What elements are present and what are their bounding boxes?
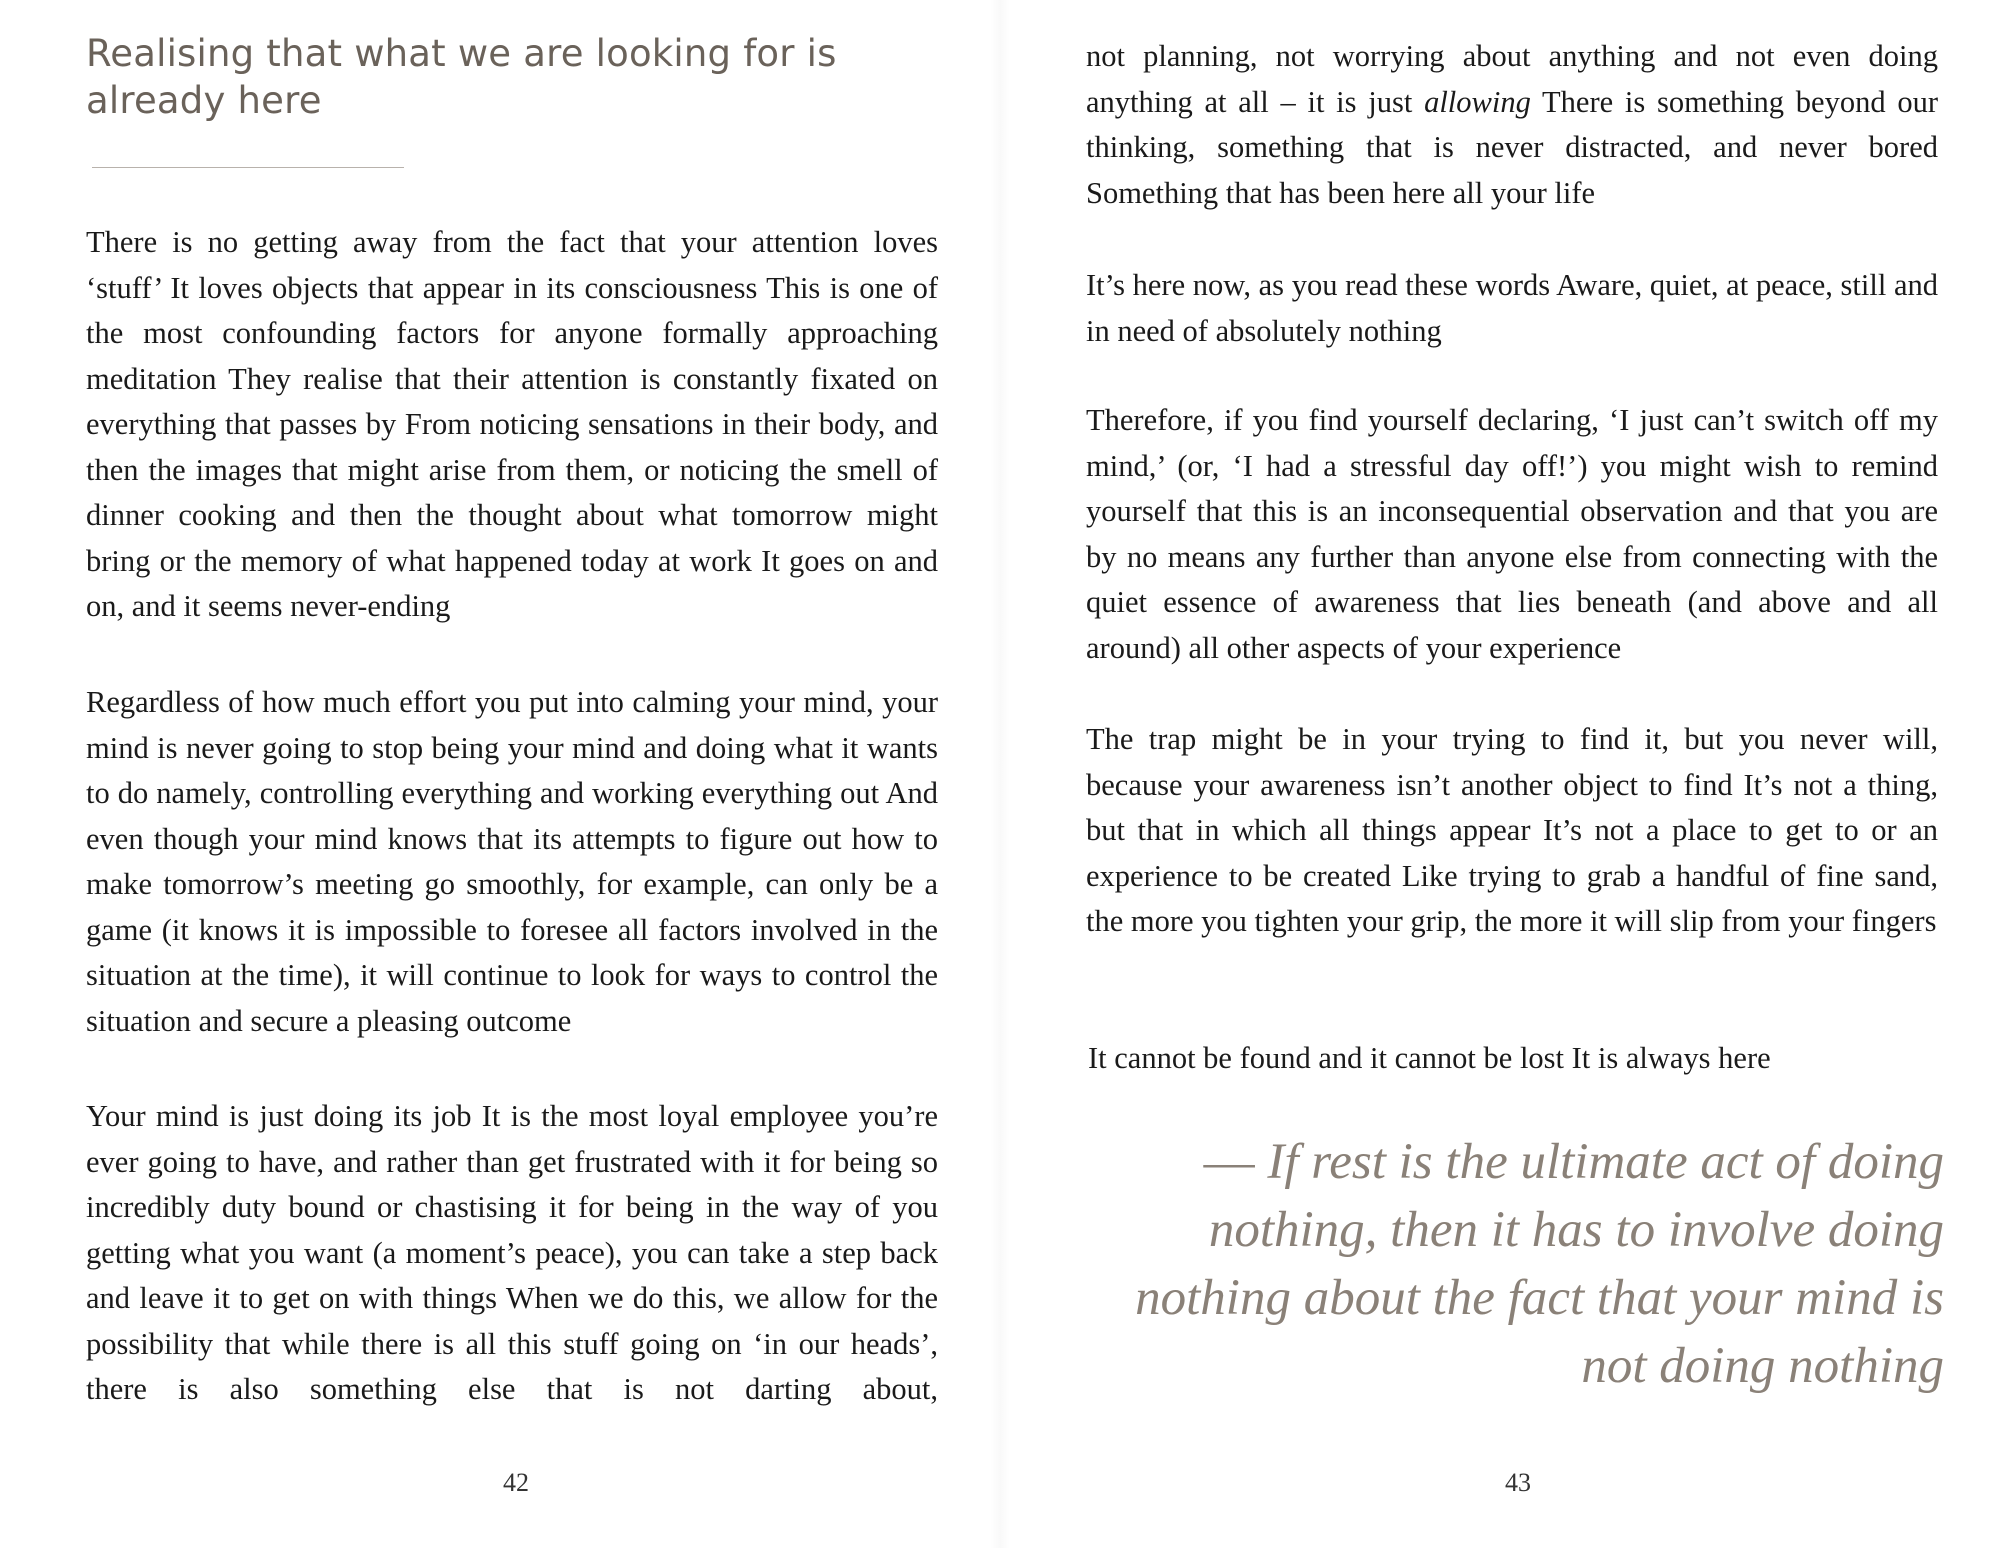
pull-quote bbox=[1100, 1128, 1944, 1400]
right-page bbox=[1000, 0, 2000, 1548]
right-paragraph-3: Therefore, if you find yourself declaring, ‘I just can’t switch off my mind,’ (or, ‘I had a stressful day off!’) you might wish to remind yourself that this is an inconsequential observation and that you are by no means any further than anyone else from connecting with the quiet essence of awareness that lies beneath (and above and all around) all other aspects of your experience bbox=[1086, 403, 1938, 665]
left-paragraph-2: Regardless of how much effort you put into calming your mind, your mind is never going to stop being your mind and doing what it wants to do namely, controlling everything and working everything out And even though your mind knows that its attempts to figure out how to make tomorrow’s meeting go smoothly, for example, can only be a game (it knows it is impossible to foresee all factors involved in the situation at the time), it will continue to look for ways to control the situation and secure a pleasing outcome bbox=[86, 685, 938, 1038]
left-paragraph-3: Your mind is just doing its job It is the most loyal employee you’re ever going to have, and rather than get frustrated with it for being so incredibly duty bound or chastising it for being in the way of you getting what you want (a moment’s peace), you can take a step back and leave it to get on with things When we do this, we allow for the possibility that while there is all this stuff going on ‘in our heads’, there is also something else that is not darting about, bbox=[86, 1099, 938, 1406]
chapter-title: Realising that what we are looking for is already here bbox=[86, 32, 837, 122]
title-divider bbox=[92, 167, 404, 168]
italic-word: allowing bbox=[1424, 84, 1531, 119]
right-paragraph-1-start: not planning, not worrying about anything and not even doing anything at all – it is just bbox=[1086, 39, 1938, 119]
page-number-left: 42 bbox=[503, 1468, 529, 1497]
right-paragraph-2: It’s here now, as you read these words Aware, quiet, at peace, still and in need of absolutely nothing bbox=[1086, 268, 1938, 348]
right-paragraph-5: It cannot be found and it cannot be lost It is always here bbox=[1088, 1041, 1771, 1075]
quote-text: If rest is the ultimate act of doing nothing, then it has to involve doing nothing about the fact that your mind is not doing nothing bbox=[1135, 1134, 1944, 1394]
page-number-right: 43 bbox=[1505, 1468, 1531, 1497]
right-paragraph-1-end: There is something beyond our thinking, something that is never distracted, and never bored Something that has been here all your life bbox=[1086, 84, 1938, 210]
left-paragraph-1: There is no getting away from the fact that your attention loves ‘stuff’ It loves objects that appear in its consciousness This is one of the most confounding factors for anyone formally approaching meditation They realise that their attention is constantly fixated on everything that passes by From noticing sensations in their body, and then the images that might arise from them, or noticing the smell of dinner cooking and then the thought about what tomorrow might bring or the memory of what happened today at work It goes on and on, and it seems never-ending bbox=[86, 225, 938, 623]
quote-dash: — bbox=[1203, 1134, 1255, 1190]
right-paragraph-1 bbox=[1086, 34, 1938, 216]
right-paragraph-4: The trap might be in your trying to find it, but you never will, because your awareness isn’t another object to find It’s not a thing, but that in which all things appear It’s not a place to get to or an experience to be created Like trying to grab a handful of fine sand, the more you tighten your grip, the more it will slip from your fingers bbox=[1086, 722, 1938, 938]
